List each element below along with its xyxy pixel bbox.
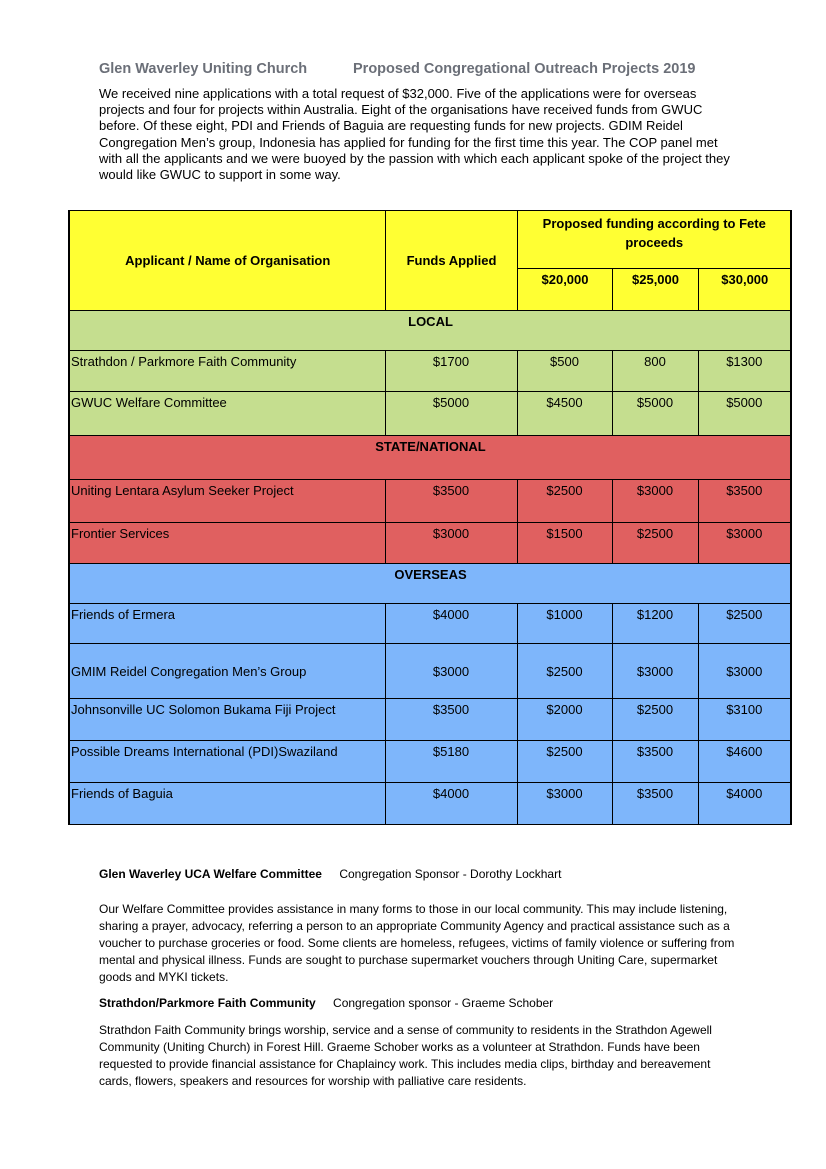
funding-20000: $2500 (517, 480, 612, 523)
funds-applied: $1700 (385, 351, 517, 392)
funding-20000: $1000 (517, 604, 612, 644)
applicant-name: Uniting Lentara Asylum Seeker Project (69, 480, 385, 523)
applicant-name: Friends of Ermera (69, 604, 385, 644)
church-name: Glen Waverley Uniting Church (99, 61, 308, 77)
page-title (99, 61, 696, 77)
strathdon-sponsor: Congregation sponsor - Graeme Schober (333, 996, 554, 1010)
table-row (69, 644, 791, 699)
funding-20000: $4500 (517, 392, 612, 436)
section-state-national: STATE/NATIONAL (69, 436, 791, 480)
welfare-heading (99, 867, 561, 881)
funding-25000: $3000 (612, 644, 698, 699)
funding-30000: $5000 (698, 392, 791, 436)
table-row (69, 351, 791, 392)
funding-25000: $2500 (612, 523, 698, 564)
applicant-name: GWUC Welfare Committee (69, 392, 385, 436)
table-row (69, 741, 791, 783)
intro-paragraph: We received nine applications with a total request of $32,000. Five of the applications were for overseas projects and four for projects within Australia. Eight of the organisations have received funds from GWUC before. Of these eight, PDI and Friends of Baguia are requesting funds for new projects. GDIM Reidel Congregation Men’s group, Indonesia has applied for funding for the first time this year. The COP panel met with all the applicants and we were buoyed by the passion with which each applicant spoke of the project they would like GWUC to support in some way. (99, 86, 730, 183)
applicant-name: Strathdon / Parkmore Faith Community (69, 351, 385, 392)
table-row (69, 523, 791, 564)
funding-30000: $2500 (698, 604, 791, 644)
strathdon-heading (99, 996, 553, 1010)
funding-25000: $3500 (612, 741, 698, 783)
applicant-name: Johnsonville UC Solomon Bukama Fiji Project (69, 699, 385, 741)
funding-30000: $3100 (698, 699, 791, 741)
funding-20000: $500 (517, 351, 612, 392)
header-funds-applied: Funds Applied (385, 211, 517, 311)
welfare-org-name: Glen Waverley UCA Welfare Committee (99, 867, 322, 881)
applicant-name: GMIM Reidel Congregation Men’s Group (69, 644, 385, 699)
applicant-name: Possible Dreams International (PDI)Swaziland (69, 741, 385, 783)
header-30000: $30,000 (698, 269, 791, 311)
funds-applied: $4000 (385, 783, 517, 825)
welfare-sponsor: Congregation Sponsor - Dorothy Lockhart (339, 867, 562, 881)
funding-30000: $3000 (698, 644, 791, 699)
funding-25000: $1200 (612, 604, 698, 644)
header-proposed-funding: Proposed funding according to Fete proceeds (517, 211, 791, 269)
funding-25000: $2500 (612, 699, 698, 741)
funding-table (68, 210, 792, 825)
section-overseas: OVERSEAS (69, 564, 791, 604)
funding-30000: $3500 (698, 480, 791, 523)
funding-20000: $3000 (517, 783, 612, 825)
table-row (69, 783, 791, 825)
funding-30000: $1300 (698, 351, 791, 392)
funding-20000: $2500 (517, 741, 612, 783)
document-title: Proposed Congregational Outreach Projects 2019 (353, 61, 696, 77)
applicant-name: Frontier Services (69, 523, 385, 564)
funding-20000: $1500 (517, 523, 612, 564)
funds-applied: $3000 (385, 523, 517, 564)
funding-25000: $3000 (612, 480, 698, 523)
funding-25000: $5000 (612, 392, 698, 436)
funding-20000: $2000 (517, 699, 612, 741)
table-row (69, 699, 791, 741)
funds-applied: $3500 (385, 480, 517, 523)
funds-applied: $3500 (385, 699, 517, 741)
funding-30000: $4600 (698, 741, 791, 783)
funding-25000: $3500 (612, 783, 698, 825)
funds-applied: $5000 (385, 392, 517, 436)
funds-applied: $5180 (385, 741, 517, 783)
funding-25000: 800 (612, 351, 698, 392)
header-20000: $20,000 (517, 269, 612, 311)
header-25000: $25,000 (612, 269, 698, 311)
funding-30000: $4000 (698, 783, 791, 825)
strathdon-description: Strathdon Faith Community brings worship, service and a sense of community to residents in the Strathdon Agewell Community (Uniting Church) in Forest Hill. Graeme Schober works as a volunteer at Strathdon. Funds have been requested to provide financial assistance for Chaplaincy work. This includes media clips, birthday and bereavement cards, flowers, speakers and resources for worship with palliative care residents. (99, 1023, 712, 1088)
welfare-description: Our Welfare Committee provides assistance in many forms to those in our local community. This may include listening, sharing a prayer, advocacy, referring a person to an appropriate Community Agency and practical assistance such as a voucher to purchase groceries or food. Some clients are homeless, refugees, victims of family violence or suffering from mental and physical illness. Funds are sought to purchase supermarket vouchers through Uniting Care, supermarket goods and MYKI tickets. (99, 902, 735, 984)
funds-applied: $4000 (385, 604, 517, 644)
strathdon-org-name: Strathdon/Parkmore Faith Community (99, 996, 316, 1010)
table-row (69, 480, 791, 523)
table-row (69, 392, 791, 436)
funding-20000: $2500 (517, 644, 612, 699)
table-row (69, 604, 791, 644)
funding-30000: $3000 (698, 523, 791, 564)
header-applicant: Applicant / Name of Organisation (69, 211, 385, 311)
applicant-name: Friends of Baguia (69, 783, 385, 825)
section-local: LOCAL (69, 311, 791, 351)
funds-applied: $3000 (385, 644, 517, 699)
